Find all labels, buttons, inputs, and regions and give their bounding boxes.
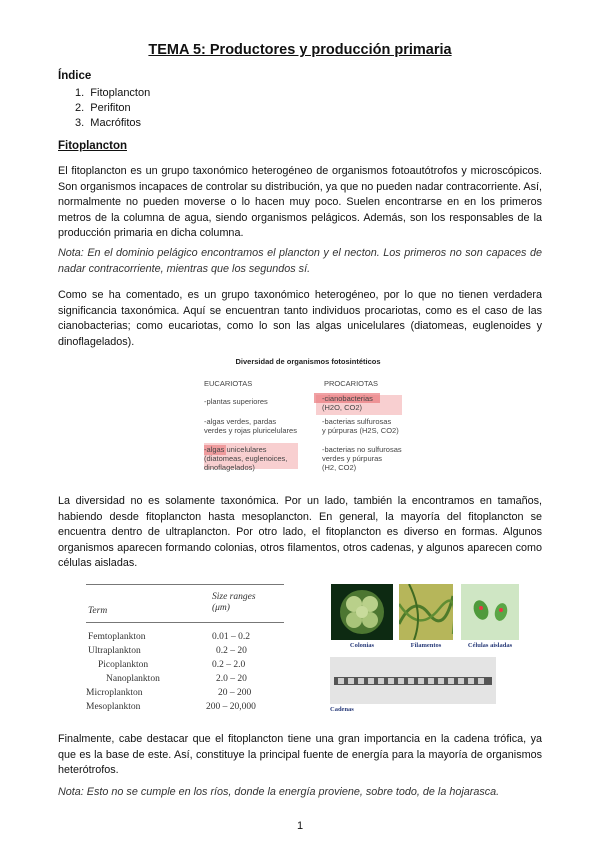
- caption-chains: Cadenas: [330, 706, 354, 713]
- caption-colonies: Colonias: [349, 642, 375, 649]
- prok-item: -bacterias sulfurosas y púrpuras (H2S, CO2): [322, 417, 399, 435]
- chain-photo: [330, 657, 496, 704]
- table-range: 0.2 – 20: [216, 646, 247, 656]
- filament-photo: [399, 584, 453, 640]
- table-rule: [86, 584, 284, 585]
- col-header-prokaryotes: PROCARIOTAS: [324, 379, 379, 388]
- caption-filaments: Filamentos: [410, 642, 442, 649]
- table-term: Nanoplankton: [106, 674, 160, 684]
- table-term: Femtoplankton: [88, 632, 146, 642]
- table-term: Mesoplankton: [86, 702, 141, 712]
- index-heading: Índice: [58, 70, 92, 82]
- index-list: [75, 86, 150, 131]
- table-range: 0.01 – 0.2: [212, 632, 250, 642]
- table-term: Microplankton: [86, 688, 143, 698]
- index-item: 3. Macrófitos: [75, 117, 142, 129]
- euk-item: -plantas superiores: [204, 397, 268, 406]
- table-range: 0.2 – 2.0: [212, 660, 246, 670]
- note-2: Nota: Esto no se cumple en los ríos, donde la energía proviene, sobre todo, de la hojarasca.: [58, 786, 500, 798]
- table-term: Ultraplankton: [88, 646, 141, 656]
- col-header-eukaryotes: EUCARIOTAS: [204, 379, 253, 388]
- paragraph-1: El fitoplancton es un grupo taxonómico heterogéneo de organismos fotoautótrofos y microscópicos. Son organismos incapaces de controlar su distribución, ya que no pueden nadar contracorriente. Así, normalmente no pueden moverse o lo hacen muy poco. Suelen encontrarse en en los primeros metros de la columna de agua, siendo organismos pelágicos. Además, son los responsables de la producción primaria en dicha columna.: [58, 165, 542, 239]
- page-title: TEMA 5: Productores y producción primaria: [148, 42, 452, 58]
- prok-item: -bacterias no sulfurosas verdes y púrpuras (H2, CO2): [322, 445, 402, 472]
- table-rule: [86, 622, 284, 623]
- table-term: Picoplankton: [98, 660, 149, 670]
- table-range: 2.0 – 20: [216, 674, 247, 684]
- isolated-cells-photo: [461, 584, 519, 640]
- note-1: Nota: En el dominio pelágico encontramos el plancton y el necton. Los primeros no son capaces de nadar contracorriente, mientras que los segundos sí.: [58, 247, 542, 275]
- paragraph-2: Como se ha comentado, es un grupo taxonómico heterogéneo, por lo que no tienen verdadera significancia taxonómica. Aquí se encuentran tanto individuos procariotas, como es el caso de las cianobacterias; como eucariotas, como lo son las algas unicelulares (diatomeas, euglenoides y dinoflagelados).: [58, 289, 542, 348]
- paragraph-4: Finalmente, cabe destacar que el fitoplancton tiene una gran importancia en la cadena trófica, ya que es la base de este. Así, constituye la principal fuente de energía para la mayoría de organismos heterótrofos.: [58, 733, 542, 776]
- table-header-range: Size ranges (μm): [212, 592, 256, 613]
- table-range: 20 – 200: [218, 688, 252, 698]
- euk-item: -algas verdes, pardas verdes y rojas pluricelulares: [204, 417, 297, 435]
- euk-item: -algas unicelulares (diatomeas, euglenoices, dinoflagelados): [204, 445, 288, 472]
- table-header-term: Term: [88, 606, 108, 616]
- section-heading: Fitoplancton: [58, 140, 127, 152]
- colony-photo: [331, 584, 393, 640]
- paragraph-3: La diversidad no es solamente taxonómica. Por un lado, también la encontramos en tamaños, habiendo desde fitoplancton hasta mesoplancton. En general, la mayoría del fitoplancton se encuentra dentro de ultraplancton. Por otro lado, el fitoplancton es diverso en formas. Algunos organismos aparecen formando colonias, otros filamentos, otros cadenas, y algunos aparecen como células aisladas.: [58, 495, 542, 569]
- index-item: 2. Perifiton: [75, 102, 131, 114]
- size-range-table: [86, 582, 284, 712]
- table-range: 200 – 20,000: [206, 702, 256, 712]
- figure-title: Diversidad de organismos fotosintéticos: [235, 357, 381, 366]
- index-item: 1. Fitoplancton: [75, 87, 151, 99]
- diversity-figure: [204, 357, 412, 472]
- caption-isolated-cells: Células aisladas: [467, 642, 513, 649]
- prok-item: -cianobacterias (H2O, CO2): [322, 394, 373, 412]
- page-number: 1: [296, 820, 304, 832]
